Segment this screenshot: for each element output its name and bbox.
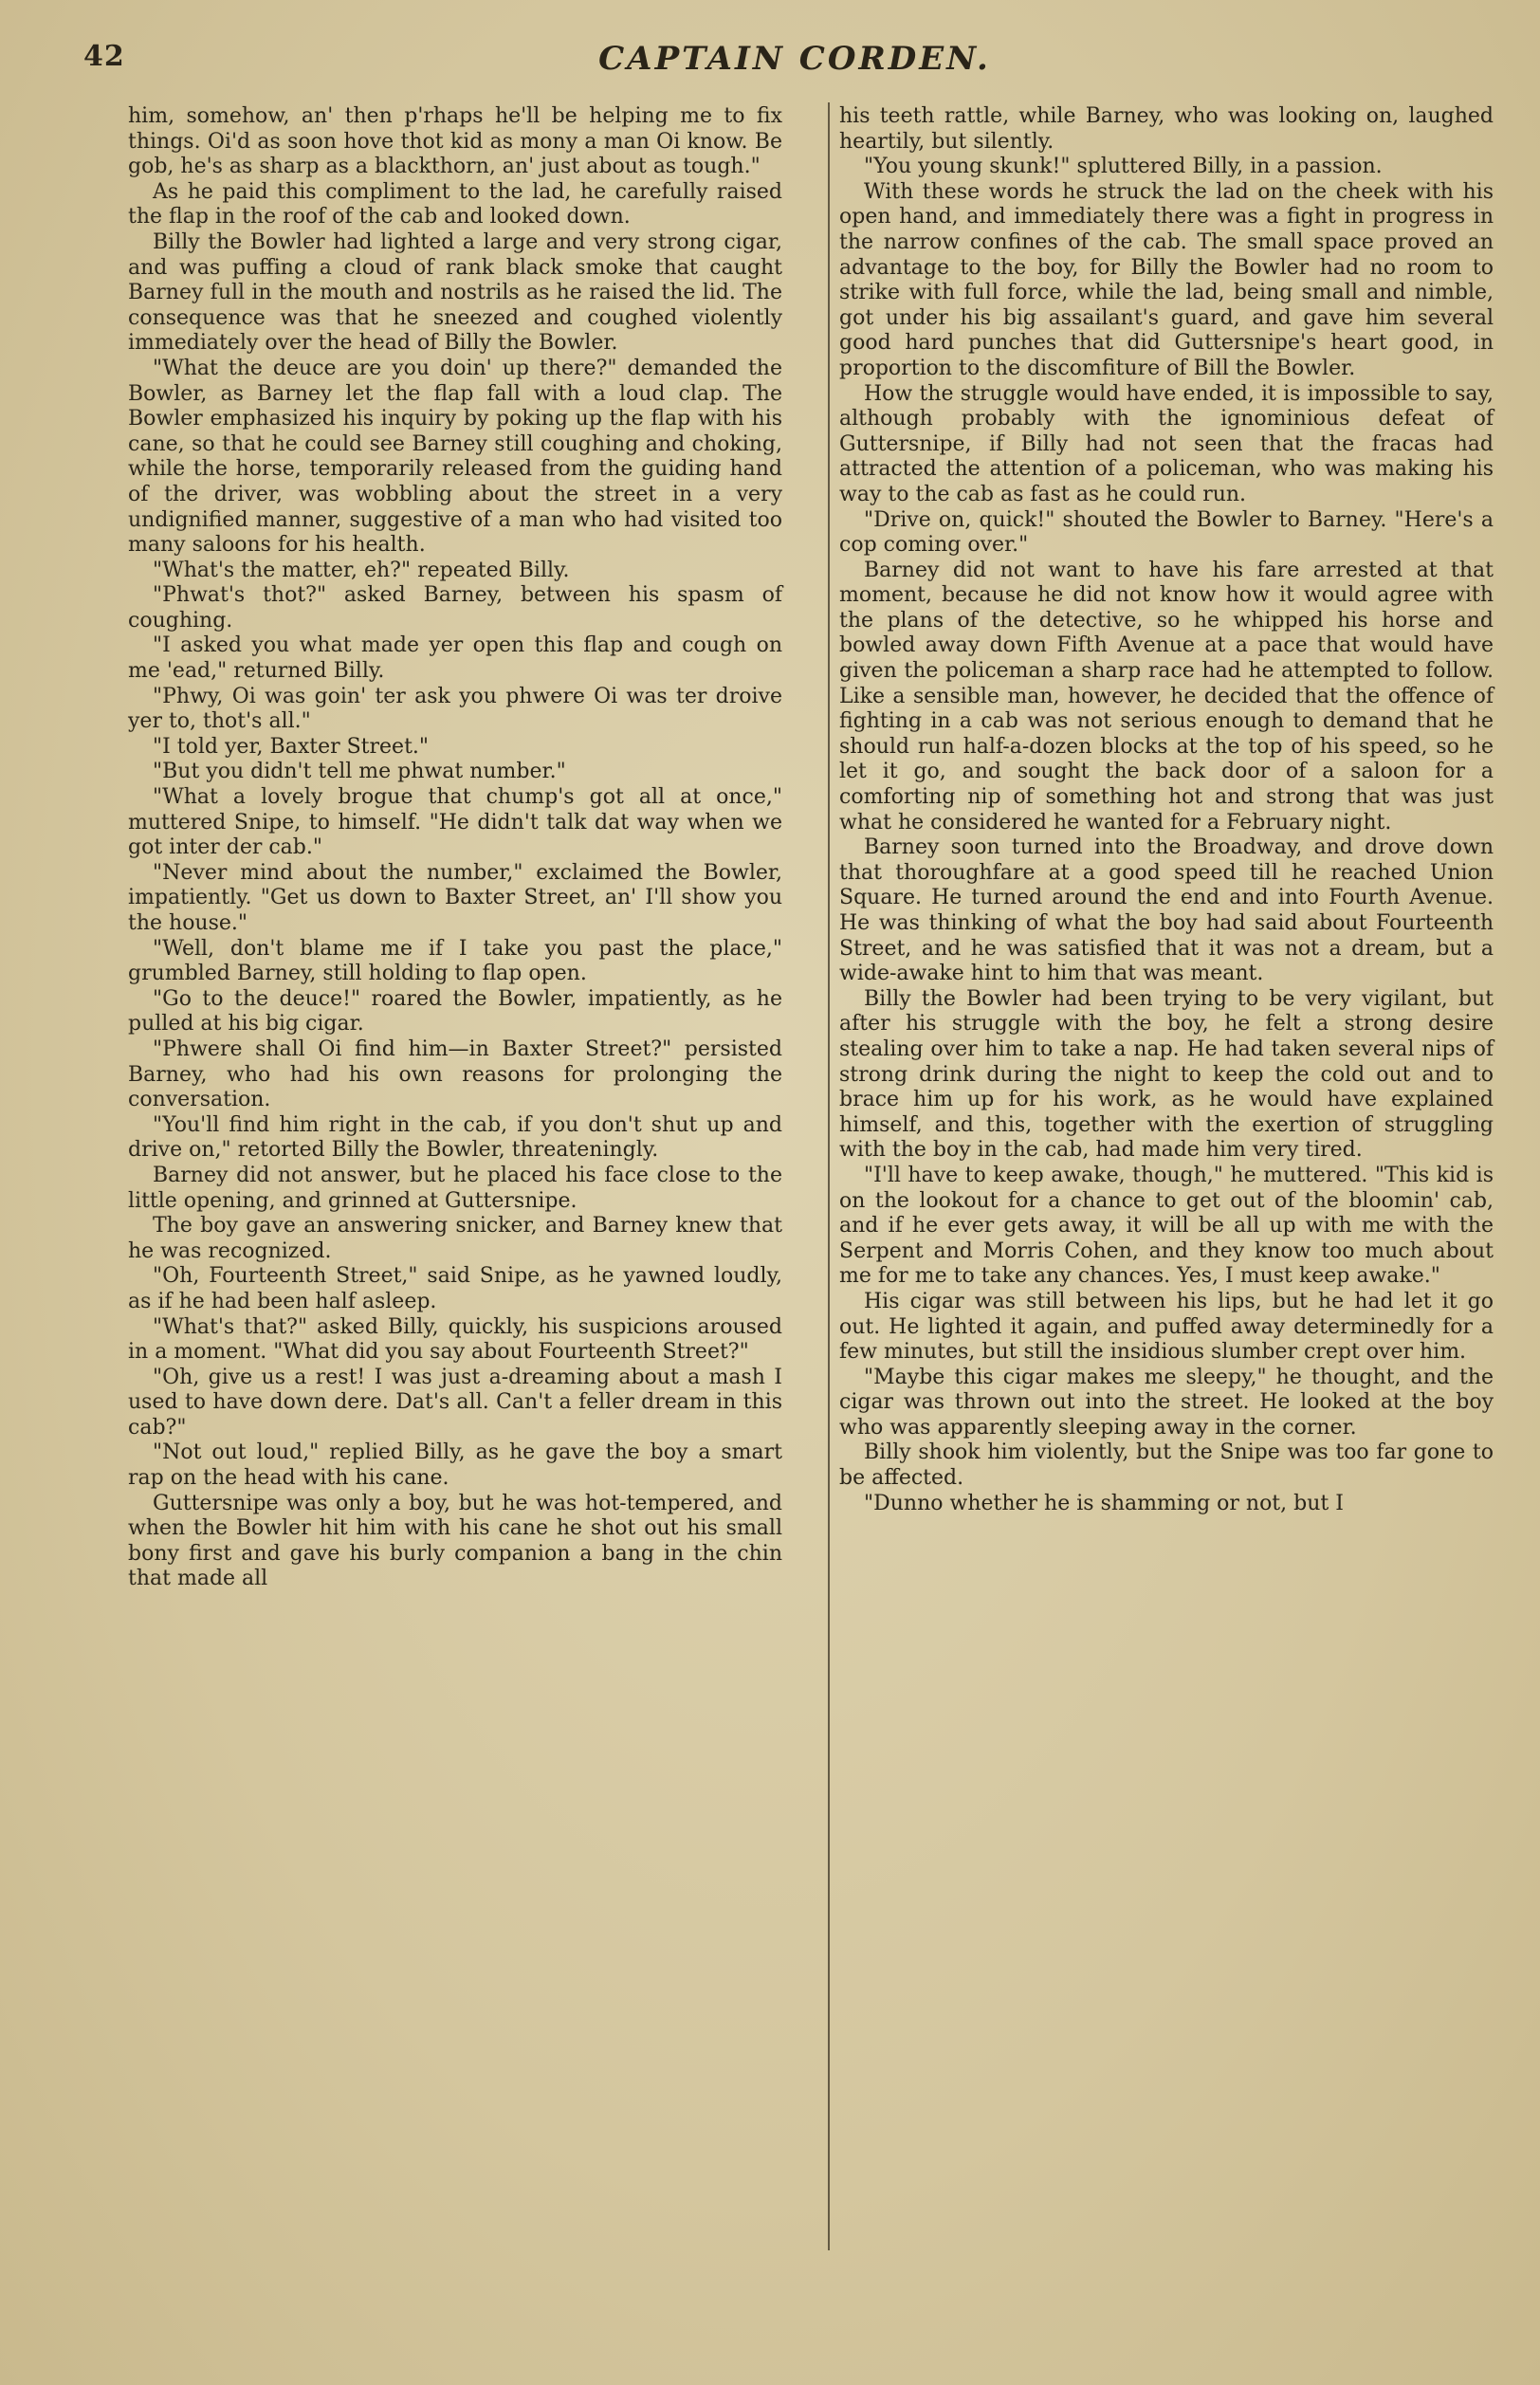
paragraph: "Oh, give us a rest! I was just a-dreaming about a mash I used to have down dere. Dat's all. Can't a feller dream in this cab?" [128,1365,782,1440]
paragraph: "Never mind about the number," exclaimed the Bowler, impatiently. "Get us down to Baxter Street, an' I'll show you the house." [128,860,782,935]
paragraph: Barney did not want to have his fare arrested at that moment, because he did not know how it would agree with the plans of the detective, so he whipped his horse and bowled away down Fifth Avenue at a pace that would have given the policeman a sharp race had he attempted to follow. Like a sensible man, however, he decided that the offence of fighting in a cab was not serious enough to demand that he should run half-a-dozen blocks at the top of his speed, so he let it go, and sought the back door of a saloon for a comforting nip of something hot and strong that was just what he considered he wanted for a February night. [839,558,1494,835]
paragraph: "What a lovely brogue that chump's got all at once," muttered Snipe, to himself. "He didn't talk dat way when we got inter der cab." [128,785,782,860]
page-number: 42 [83,40,125,73]
paragraph: him, somehow, an' then p'rhaps he'll be helping me to fix things. Oi'd as soon hove thot kid as mony a man Oi know. Be gob, he's as sharp as a blackthorn, an' just about as tough." [128,104,782,179]
paragraph: "You young skunk!" spluttered Billy, in a passion. [864,155,1383,179]
paragraph: Guttersnipe was only a boy, but he was hot-tempered, and when the Bowler hit him with his cane he shot out his small bony first and gave his burly companion a bang in the chin that made all [128,1491,782,1591]
paragraph: Barney did not answer, but he placed his face close to the little opening, and grinned at Guttersnipe. [128,1163,782,1213]
paragraph: "Phwere shall Oi find him—in Baxter Street?" persisted Barney, who had his own reasons for prolonging the conversation. [128,1037,782,1112]
paragraph: "What the deuce are you doin' up there?" demanded the Bowler, as Barney let the flap fall with a loud clap. The Bowler emphasized his inquiry by poking up the flap with his cane, so that he could see Barney still coughing and choking, while the horse, temporarily released from the guiding hand of the driver, was wobbling about the street in a very undignified manner, suggestive of a man who had visited too many saloons for his health. [128,356,782,558]
paragraph: The boy gave an answering snicker, and Barney knew that he was recognized. [128,1214,782,1263]
paragraph: Billy shook him violently, but the Snipe was too far gone to be affected. [839,1440,1494,1491]
paragraph: "Drive on, quick!" shouted the Bowler to Barney. "Here's a cop coming over." [839,507,1494,558]
paragraph: "Maybe this cigar makes me sleepy," he thought, and the cigar was thrown out into the street. He looked at the boy who was apparently sleeping away in the corner. [839,1365,1494,1440]
paragraph: "Not out loud," replied Billy, as he gave the boy a smart rap on the head with his cane. [128,1440,782,1491]
paragraph: "Go to the deuce!" roared the Bowler, impatiently, as he pulled at his big cigar. [128,986,782,1037]
left-column [128,104,782,1592]
paragraph: "I told yer, Baxter Street." [153,734,430,759]
column-divider [828,102,830,2250]
paragraph: With these words he struck the lad on the cheek with his open hand, and immediately there was a fight in progress in the narrow confines of the cab. The small space proved an advantage to the boy, for Billy the Bowler had no room to strike with full force, while the lad, being small and nimble, got under his big assailant's guard, and gave him several good hard punches that did Guttersnipe's heart good, in proportion to the discomfiture of Bill the Bowler. [839,179,1494,380]
paragraph: Billy the Bowler had lighted a large and very strong cigar, and was puffing a cloud of rank black smoke that caught Barney full in the mouth and nostrils as he raised the lid. The consequence was that he sneezed and coughed violently immediately over the head of Billy the Bowler. [128,229,782,356]
paragraph: his teeth rattle, while Barney, who was looking on, laughed heartily, but silently. [839,104,1494,154]
paragraph: "Well, don't blame me if I take you past the place," grumbled Barney, still holding to flap open. [128,936,782,986]
paragraph: "Dunno whether he is shamming or not, but I [864,1491,1344,1515]
paragraph: "What's that?" asked Billy, quickly, his suspicions aroused in a moment. "What did you say about Fourteenth Street?" [128,1314,782,1365]
paragraph: "But you didn't tell me phwat number." [153,760,566,784]
paragraph: How the struggle would have ended, it is impossible to say, although probably with the ignominious defeat of Guttersnipe, if Billy had not seen that the fracas had attracted the attention of a policeman, who was making his way to the cab as fast as he could run. [839,381,1494,506]
right-column [839,104,1494,1516]
paragraph: "Phwat's thot?" asked Barney, between his spasm of coughing. [128,583,782,633]
paragraph: "You'll find him right in the cab, if you don't shut up and drive on," retorted Billy the Bowler, threateningly. [128,1112,782,1163]
paragraph: "Oh, Fourteenth Street," said Snipe, as he yawned loudly, as if he had been half asleep. [128,1264,782,1313]
paragraph: Barney soon turned into the Broadway, and drove down that thoroughfare at a good speed till he reached Union Square. He turned around the end and into Fourth Avenue. He was thinking of what the boy had said about Fourteenth Street, and he was satisfied that it was not a dream, but a wide-awake hint to him that was meant. [839,835,1494,986]
paragraph: Billy the Bowler had been trying to be very vigilant, but after his struggle with the boy, he felt a strong desire stealing over him to take a nap. He had taken several nips of strong drink during the night to keep the cold out and to brace him up for his work, as he would have explained himself, and this, together with the exertion of struggling with the boy in the cab, had made him very tired. [839,986,1494,1163]
paragraph: "I'll have to keep awake, though," he muttered. "This kid is on the lookout for a chance to get out of the bloomin' cab, and if he ever gets away, it will be all up with me with the Serpent and Morris Cohen, and they know too much about me for me to take any chances. Yes, I must keep awake." [839,1163,1494,1289]
paragraph: "Phwy, Oi was goin' ter ask you phwere Oi was ter droive yer to, thot's all." [128,684,782,734]
paragraph: His cigar was still between his lips, but he had let it go out. He lighted it again, and puffed away determinedly for a few minutes, but still the insidious slumber crept over him. [839,1289,1494,1365]
page-header [83,40,1506,97]
paragraph: As he paid this compliment to the lad, he carefully raised the flap in the roof of the cab and looked down. [128,179,782,229]
paragraph: "I asked you what made yer open this flap and cough on me 'ead," returned Billy. [128,633,782,684]
running-title: CAPTAIN CORDEN. [598,40,991,78]
paragraph: "What's the matter, eh?" repeated Billy. [153,558,570,582]
